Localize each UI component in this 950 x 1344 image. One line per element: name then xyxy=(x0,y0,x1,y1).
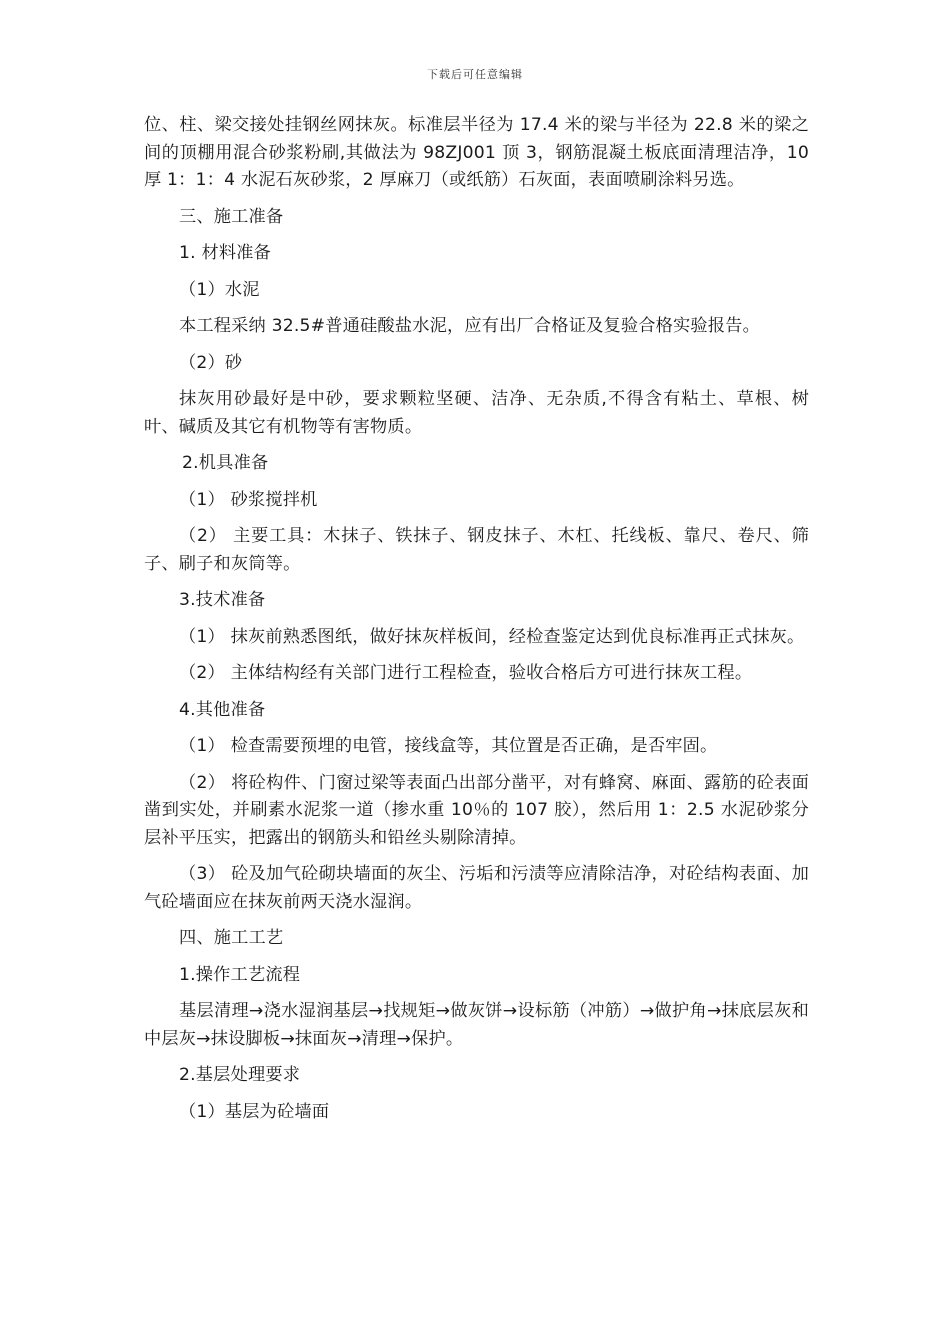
item-mixer: （1） 砂浆搅拌机 xyxy=(179,489,318,510)
paragraph-intro: 位、柱、梁交接处挂钢丝网抹灰。标准层半径为 17.4 米的梁与半径为 22.8 米的梁之间的顶棚用混合砂浆粉刷,其做法为 98ZJ001 顶 3，钢筋混凝土板底面清理洁净，10 厚 1：1：4 水泥石灰砂浆，2 厚麻刀（或纸筋）石灰面，表面喷刷涂料另选。 xyxy=(144,115,809,190)
section-heading-4: 四、施工工艺 xyxy=(179,928,284,948)
paragraph-sand: 抹灰用砂最好是中砂，要求颗粒坚硬、洁净、无杂质,不得含有粘土、草根、树叶、碱质及其它有机物等有害物质。 xyxy=(144,389,809,437)
subheading-base-treatment: 2.基层处理要求 xyxy=(179,1065,301,1085)
item-surface-repair: （2） 将砼构件、门窗过梁等表面凸出部分凿平，对有蜂窝、麻面、露筋的砼表面凿到实处，并刷素水泥浆一道（掺水重 10％的 107 胶），然后用 1：2.5 水泥砂浆分层补平压实，把露出的钢筋头和铅丝头剔除清掉。 xyxy=(144,772,809,848)
item-cement: （1）水泥 xyxy=(179,279,260,300)
item-concrete-wall: （1）基层为砼墙面 xyxy=(179,1101,330,1122)
item-tools: （2） 主要工具：木抹子、铁抹子、钢皮抹子、木杠、托线板、靠尺、卷尺、筛子、刷子和灰筒等。 xyxy=(144,526,809,574)
subheading-process: 1.操作工艺流程 xyxy=(179,964,301,985)
paragraph-process-flow: 基层清理→浇水湿润基层→找规矩→做灰饼→设标筋（冲筋）→做护角→抹底层灰和中层灰→抹设脚板→抹面灰→清理→保护。 xyxy=(144,1001,809,1049)
section-heading-3: 三、施工准备 xyxy=(179,206,284,227)
document-body xyxy=(144,112,809,1135)
paragraph-cement: 本工程采纳 32.5#普通硅酸盐水泥，应有出厂合格证及复验合格实验报告。 xyxy=(179,316,760,336)
item-drawings: （1） 抹灰前熟悉图纸，做好抹灰样板间，经检查鉴定达到优良标准再正式抹灰。 xyxy=(179,626,805,647)
subheading-materials: 1. 材料准备 xyxy=(179,243,272,263)
item-inspection: （2） 主体结构经有关部门进行工程检查，验收合格后方可进行抹灰工程。 xyxy=(179,663,753,683)
item-conduit-check: （1） 检查需要预埋的电管，接线盒等，其位置是否正确，是否牢固。 xyxy=(179,736,718,756)
item-sand: （2）砂 xyxy=(179,352,243,373)
subheading-other: 4.其他准备 xyxy=(179,699,266,720)
header-note: 下载后可任意编辑 xyxy=(427,68,523,81)
subheading-technical: 3.技术准备 xyxy=(179,590,266,610)
subheading-equipment: 2.机具准备 xyxy=(182,453,269,473)
item-cleaning: （3） 砼及加气砼砌块墙面的灰尘、污垢和污渍等应清除洁净，对砼结构表面、加气砼墙面应在抹灰前两天浇水湿润。 xyxy=(144,864,809,912)
